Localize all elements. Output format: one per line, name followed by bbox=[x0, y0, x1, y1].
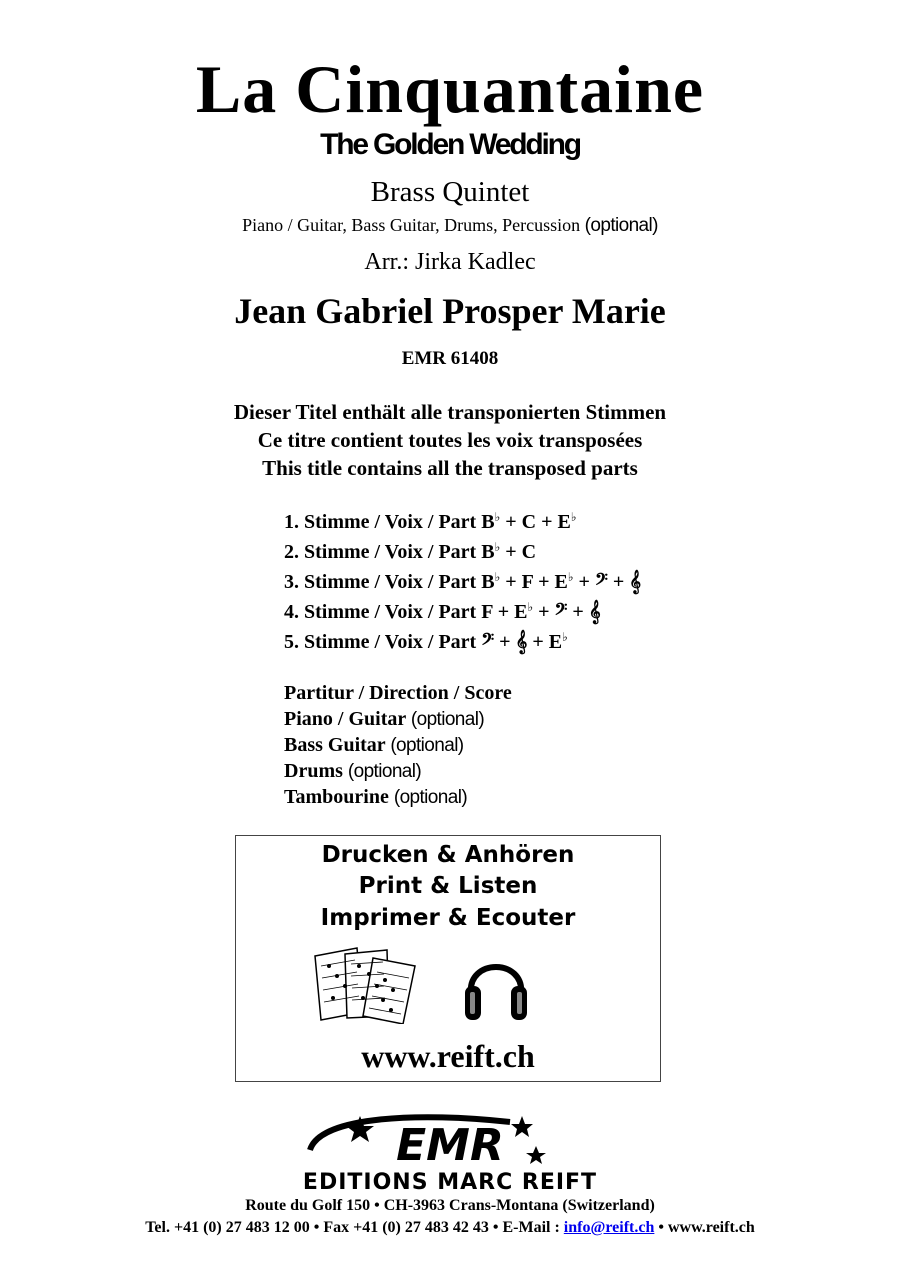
contains-note-en: This title contains all the transposed parts bbox=[262, 456, 638, 480]
address: Route du Golf 150 • CH-3963 Crans-Montana (Switzerland) bbox=[245, 1197, 655, 1214]
instrumentation-text: Piano / Guitar, Bass Guitar, Drums, Percussion bbox=[242, 215, 581, 235]
bass-clef-icon: 𝄢 bbox=[554, 601, 568, 623]
part-2 bbox=[284, 532, 641, 562]
instrumentation bbox=[0, 215, 900, 237]
arranger: Arr.: Jirka Kadlec bbox=[364, 249, 536, 275]
contains-note-de: Dieser Titel enthält alle transponierten Stimmen bbox=[233, 400, 667, 424]
part-3 bbox=[284, 562, 641, 592]
flat-icon: ♭ bbox=[562, 630, 568, 644]
extra-bass bbox=[284, 732, 512, 758]
plus: + bbox=[505, 571, 517, 593]
title: La Cinquantaine bbox=[195, 51, 705, 127]
bass-clef-icon: 𝄢 bbox=[481, 631, 495, 653]
contact-phone-fax: Tel. +41 (0) 27 483 12 00 • Fax +41 (0) 27 483 42 43 • E-Mail : bbox=[145, 1219, 560, 1236]
treble-clef-icon: 𝄞 bbox=[629, 571, 642, 593]
key-e: E bbox=[557, 511, 571, 533]
optional-note: (optional) bbox=[393, 787, 468, 808]
ensemble: Brass Quintet bbox=[370, 176, 530, 208]
key-b: B bbox=[481, 511, 495, 533]
part-5 bbox=[284, 622, 641, 652]
part-label: Stimme / Voix / Part bbox=[304, 571, 477, 593]
emr-logo-text: EMR bbox=[396, 1120, 504, 1168]
catalog-number: EMR 61408 bbox=[401, 348, 499, 369]
part-label: Stimme / Voix / Part bbox=[304, 541, 477, 563]
optional-note: (optional) bbox=[410, 709, 485, 730]
extra-score: Partitur / Direction / Score bbox=[284, 682, 512, 704]
headphones-icon bbox=[461, 946, 531, 1026]
key-c: C bbox=[521, 541, 537, 563]
part-4 bbox=[284, 592, 641, 622]
part-number: 1. bbox=[284, 511, 299, 533]
part-number: 2. bbox=[284, 541, 299, 563]
parts-list bbox=[284, 502, 641, 652]
plus: + bbox=[505, 511, 517, 533]
plus: + bbox=[538, 571, 550, 593]
print-line-fr: Imprimer & Ecouter bbox=[320, 905, 576, 931]
plus: + bbox=[538, 601, 550, 623]
flat-icon: ♭ bbox=[494, 510, 501, 524]
key-b: B bbox=[481, 571, 495, 593]
flat-icon: ♭ bbox=[494, 540, 501, 554]
flat-icon: ♭ bbox=[567, 570, 574, 584]
flat-icon: ♭ bbox=[494, 570, 501, 584]
plus: + bbox=[499, 631, 511, 653]
plus: + bbox=[541, 511, 553, 533]
contains-note-fr: Ce titre contient toutes les voix transposées bbox=[257, 428, 643, 452]
print-box-url[interactable]: www.reift.ch bbox=[361, 1038, 535, 1074]
bass-clef-icon: 𝄢 bbox=[594, 571, 608, 593]
plus: + bbox=[532, 631, 544, 653]
key-e: E bbox=[514, 601, 528, 623]
part-label: Stimme / Voix / Part bbox=[304, 601, 477, 623]
extra-label: Drums bbox=[284, 760, 343, 782]
extra-drums bbox=[284, 758, 512, 784]
part-number: 3. bbox=[284, 571, 299, 593]
key-f: F bbox=[521, 571, 534, 593]
optional-note: (optional) bbox=[347, 761, 422, 782]
part-number: 4. bbox=[284, 601, 299, 623]
plus: + bbox=[497, 601, 510, 623]
plus: + bbox=[572, 601, 584, 623]
treble-clef-icon: 𝄞 bbox=[588, 601, 601, 623]
email-link[interactable]: info@reift.ch bbox=[563, 1219, 655, 1236]
composer: Jean Gabriel Prosper Marie bbox=[234, 291, 666, 331]
key-e: E bbox=[554, 571, 568, 593]
plus: + bbox=[505, 541, 517, 563]
extras-list bbox=[284, 680, 512, 810]
print-line-de: Drucken & Anhören bbox=[321, 842, 575, 868]
key-c: C bbox=[521, 511, 537, 533]
extra-piano bbox=[284, 706, 512, 732]
part-number: 5. bbox=[284, 631, 299, 653]
extra-label: Piano / Guitar bbox=[284, 708, 406, 730]
part-label: Stimme / Voix / Part bbox=[304, 511, 477, 533]
print-listen-box bbox=[235, 835, 661, 1082]
contact-line bbox=[0, 1219, 900, 1237]
part-1 bbox=[284, 502, 641, 532]
extra-tambourine bbox=[284, 784, 512, 810]
key-b: B bbox=[481, 541, 495, 563]
publisher: EDITIONS MARC REIFT bbox=[302, 1170, 598, 1195]
treble-clef-icon: 𝄞 bbox=[515, 631, 528, 653]
part-label: Stimme / Voix / Part bbox=[304, 631, 477, 653]
sheet-music-icon bbox=[311, 944, 421, 1024]
extra-label: Bass Guitar bbox=[284, 734, 386, 756]
key-e: E bbox=[548, 631, 563, 653]
flat-icon: ♭ bbox=[570, 510, 577, 524]
key-f: F bbox=[481, 601, 493, 623]
optional-note: (optional) bbox=[390, 735, 464, 756]
plus: + bbox=[612, 571, 625, 593]
print-line-en: Print & Listen bbox=[358, 873, 538, 899]
subtitle: The Golden Wedding bbox=[320, 128, 580, 161]
emr-logo bbox=[300, 1108, 600, 1168]
contact-website[interactable]: • www.reift.ch bbox=[658, 1219, 755, 1236]
extra-label: Tambourine bbox=[284, 786, 389, 808]
instrumentation-optional: (optional) bbox=[584, 215, 658, 236]
flat-icon: ♭ bbox=[527, 600, 534, 614]
plus: + bbox=[578, 571, 590, 593]
